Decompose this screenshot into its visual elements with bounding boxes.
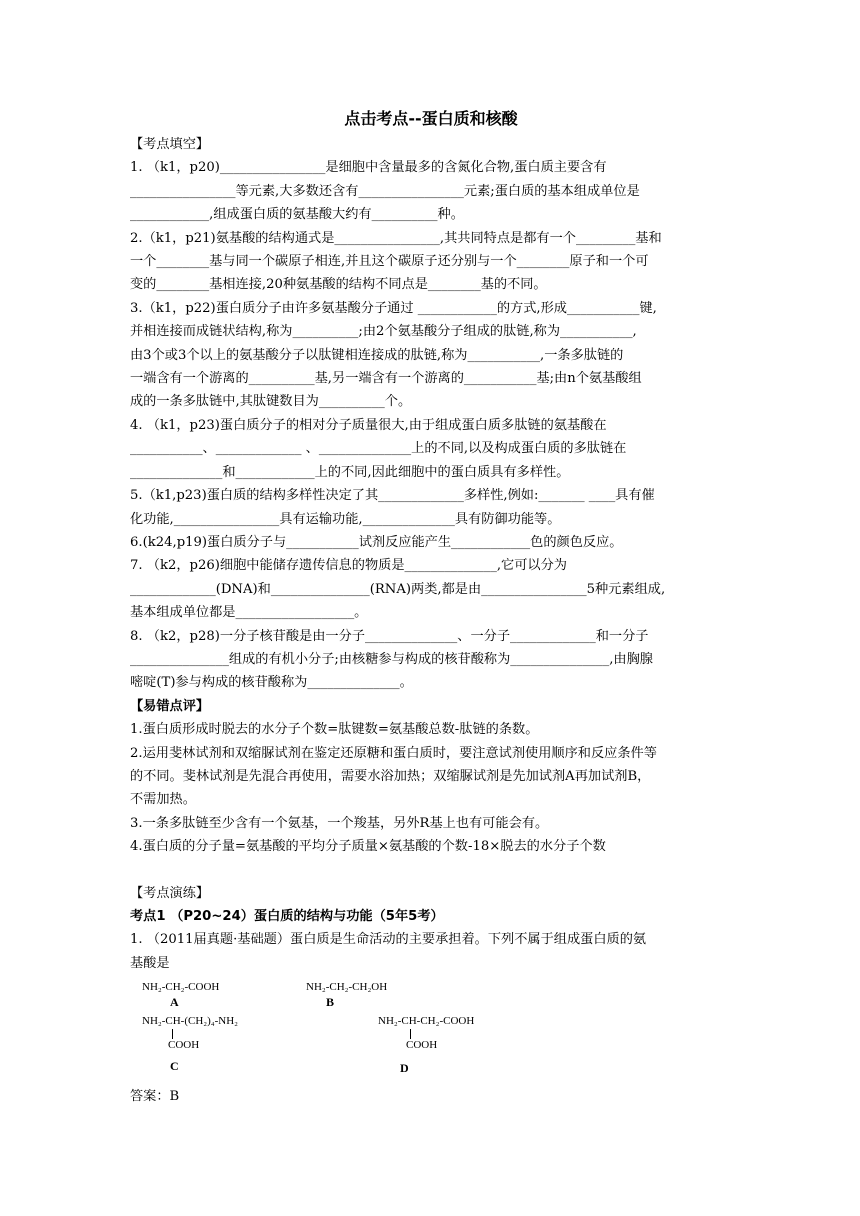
text-line: 并相连接而成链状结构,称为__________;由2个氨基酸分子组成的肽链,称为___________, <box>130 324 637 340</box>
option-c-substituent: COOH <box>168 1039 200 1052</box>
answer-text: 答案：B <box>130 1089 180 1105</box>
text-line: 2.（k1，p21)氨基酸的结构通式是________________,其共同特点是都有一个_________基和 <box>130 230 662 246</box>
text-line: 3.一条多肽链至少含有一个氨基，一个羧基，另外R基上也有可能会有。 <box>130 815 549 831</box>
text-line: 一端含有一个游离的__________基,另一端含有一个游离的___________基;由n个氨基酸组 <box>130 371 642 387</box>
text-line: _______________组成的有机小分子;由核糖参与构成的核苷酸称为_______________,由胸腺 <box>130 651 653 667</box>
option-c-formula: NH₂-CH-(CH₂)₄-NH₂ <box>142 1015 238 1028</box>
text-line: 8. （k2，p28)一分子核苷酸是由一分子______________、一分子_____________和一分子 <box>130 628 649 644</box>
option-c-bond <box>172 1029 173 1039</box>
text-line: 基本组成单位都是__________________。 <box>130 605 368 621</box>
question-line-2: 基酸是 <box>130 955 170 971</box>
practice-subheading: 考点1 （P20~24）蛋白质的结构与功能（5年5考） <box>130 909 444 924</box>
text-line: 【考点填空】 <box>130 137 210 152</box>
blank-line <box>130 859 732 882</box>
text-line: 4. （k1，p23)蛋白质分子的相对分子质量很大,由于组成蛋白质多肽链的氨基酸在 <box>130 417 607 433</box>
text-line: 变的________基相连接,20种氨基酸的结构不同点是________基的不同。 <box>130 277 547 293</box>
option-c-label: C <box>170 1059 179 1074</box>
text-line: 2.运用斐林试剂和双缩脲试剂在鉴定还原糖和蛋白质时，要注意试剂使用顺序和反应条件等 <box>130 745 657 761</box>
text-line: ____________,组成蛋白质的氨基酸大约有__________种。 <box>130 207 464 223</box>
option-b-label: B <box>326 995 335 1010</box>
text-line: 4.蛋白质的分子量=氨基酸的平均分子质量×氨基酸的个数-18×脱去的水分子个数 <box>130 839 606 855</box>
text-line: 一个________基与同一个碳原子相连,并且这个碳原子还分别与一个________原子和一个可 <box>130 254 649 270</box>
text-line: ___________、_____________ 、______________上的不同,以及构成蛋白质的多肽链在 <box>130 441 627 457</box>
text-line: 5.（k1,p23)蛋白质的结构多样性决定了其_____________多样性,例如:_______ ____具有催 <box>130 488 655 504</box>
text-line: 成的一条多肽链中,其肽键数目为__________个。 <box>130 394 412 410</box>
text-line: 【易错点评】 <box>130 698 210 714</box>
option-d-substituent: COOH <box>406 1039 438 1052</box>
text-line: ________________等元素,大多数还含有________________元素;蛋白质的基本组成单位是 <box>130 183 640 199</box>
text-line: 3.（k1，p22)蛋白质分子由许多氨基酸分子通过 ____________的方式,形成___________键, <box>130 300 657 316</box>
option-d-formula: NH₂-CH-CH₂-COOH <box>378 1015 475 1028</box>
option-a-label: A <box>170 995 179 1010</box>
option-b-formula: NH₂-CH₂-CH₂OH <box>306 981 388 994</box>
option-a-formula: NH₂-CH₂-COOH <box>142 981 220 994</box>
text-line: 由3个或3个以上的氨基酸分子以肽键相连接成的肽链,称为___________,一条多肽链的 <box>130 347 624 363</box>
practice-heading: 【考点演练】 <box>130 885 210 901</box>
text-line: ______________和____________上的不同,因此细胞中的蛋白质具有多样性。 <box>130 464 570 480</box>
text-line: 1. （k1，p20)________________是细胞中含量最多的含氮化合物,蛋白质主要含有 <box>130 160 607 176</box>
page-title: 点击考点--蛋白质和核酸 <box>344 109 518 128</box>
text-line: 嘧啶(T)参与构成的核苷酸称为______________。 <box>130 675 413 691</box>
option-d-bond <box>410 1029 411 1039</box>
document-page <box>130 106 732 1109</box>
text-line: _____________(DNA)和_______________(RNA)两类,都是由________________5种元素组成, <box>130 581 666 597</box>
option-d-label: D <box>400 1061 409 1076</box>
text-line: 6.(k24,p19)蛋白质分子与___________试剂反应能产生____________色的颜色反应。 <box>130 534 623 550</box>
text-line: 7. （k2，p26)细胞中能储存遗传信息的物质是______________,它可以分为 <box>130 558 567 574</box>
answer-options-figure <box>130 979 732 1079</box>
question-line-1: 1. （2011届真题·基础题）蛋白质是生命活动的主要承担着。下列不属于组成蛋白质的氨 <box>130 932 647 948</box>
text-line: 化功能,________________具有运输功能,______________具有防御功能等。 <box>130 511 561 527</box>
text-body <box>130 133 732 859</box>
text-line: 1.蛋白质形成时脱去的水分子个数=肽键数=氨基酸总数-肽链的条数。 <box>130 722 539 738</box>
text-line: 的不同。斐林试剂是先混合再使用，需要水浴加热；双缩脲试剂是先加试剂A再加试剂B， <box>130 768 651 784</box>
text-line: 不需加热。 <box>130 792 196 808</box>
